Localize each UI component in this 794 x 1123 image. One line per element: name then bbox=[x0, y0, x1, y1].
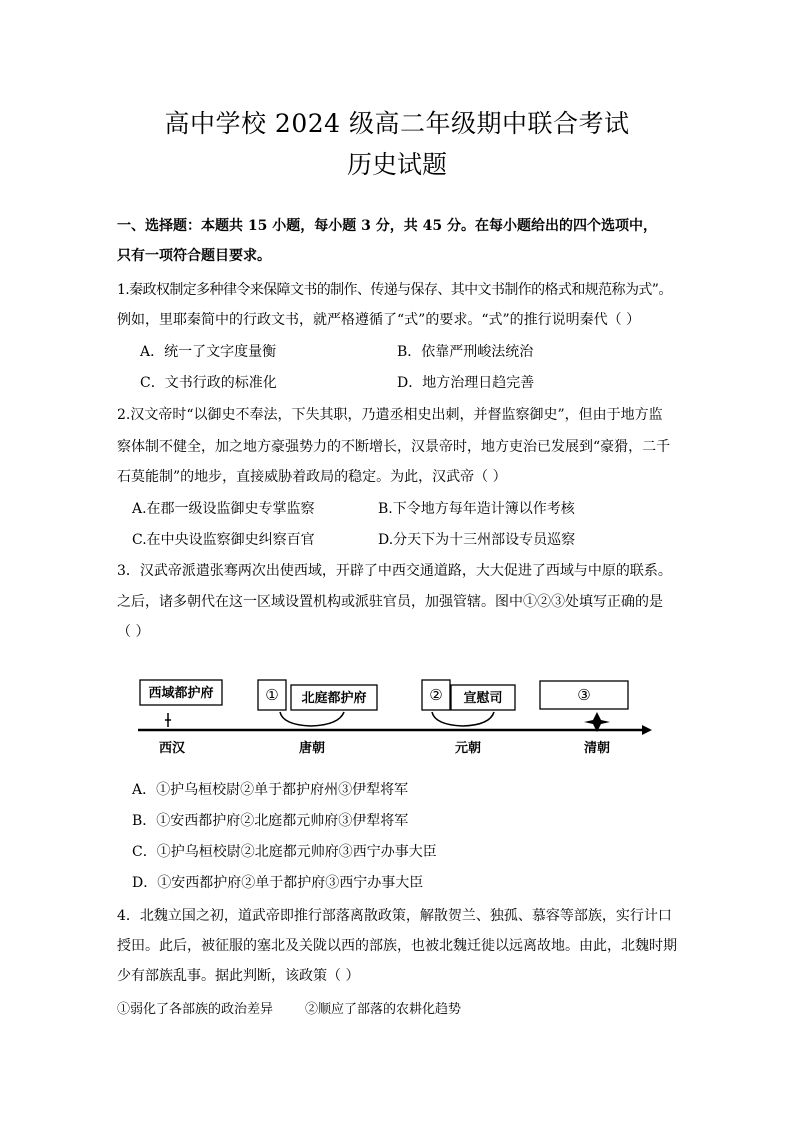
era-yuan: 元朝 bbox=[454, 741, 482, 756]
q3-stem-line3: （ ） bbox=[117, 624, 150, 640]
q1-option-c: C．文书行政的标准化 bbox=[140, 375, 277, 391]
bracket-yuan bbox=[432, 712, 494, 726]
label-beiting-duhufu: 北庭都护府 bbox=[301, 691, 367, 706]
era-xihan: 西汉 bbox=[158, 741, 186, 756]
q2-stem-line1: 2.汉文帝时“以御史不奉法，下失其职，乃遣丞相史出刺，并督监察御史”，但由于地方监 bbox=[117, 407, 663, 423]
q2-stem-line2: 察体制不健全，加之地方豪强势力的不断增长，汉景帝时，地方吏治已发展到“豪猾，二千 bbox=[117, 439, 671, 455]
exam-title: 高中学校 2024 级高二年级期中联合考试 bbox=[164, 109, 630, 138]
era-tang: 唐朝 bbox=[298, 741, 326, 756]
q3-timeline-diagram bbox=[130, 665, 660, 760]
q3-option-a: A．①护乌桓校尉②单于都护府州③伊犁将军 bbox=[132, 782, 409, 798]
marker-1: ① bbox=[265, 686, 279, 704]
q1-option-a: A．统一了文字度量衡 bbox=[140, 344, 277, 360]
q4-item-1: ①弱化了各部族的政治差异 bbox=[117, 1002, 274, 1017]
section-heading-line1: 一、选择题：本题共 15 小题，每小题 3 分，共 45 分。在每小题给出的四个选项中， bbox=[117, 218, 657, 234]
bracket-tang bbox=[280, 712, 344, 726]
label-xiyu-duhufu: 西域都护府 bbox=[148, 686, 214, 701]
label-xuanweisi: 宣慰司 bbox=[463, 691, 503, 706]
q2-option-d: D.分天下为十三州部设专员巡察 bbox=[378, 532, 576, 548]
timeline-arrow-icon bbox=[642, 725, 652, 735]
q3-stem-line1: 3．汉武帝派遣张骞两次出使西域，开辟了中西交通道路，大大促进了西域与中原的联系。 bbox=[117, 563, 672, 579]
q4-item-2: ②顺应了部落的农耕化趋势 bbox=[305, 1002, 462, 1017]
q2-stem-line3: 石莫能制”的地步，直接威胁着政局的稳定。为此，汉武帝（ ） bbox=[117, 469, 507, 485]
exam-subject-title: 历史试题 bbox=[346, 150, 447, 179]
q2-option-b: B.下令地方每年造计簿以作考核 bbox=[378, 501, 575, 517]
q1-stem-line2: 例如，里耶秦简中的行政文书，就严格遵循了“式”的要求。“式”的推行说明秦代（ ） bbox=[117, 312, 641, 328]
q1-stem-line1: 1.秦政权制定多种律令来保障文书的制作、传递与保存、其中文书制作的格式和规范称为式”。 bbox=[117, 282, 672, 298]
q4-stem-line2: 授田。此后，被征服的塞北及关陇以西的部族，也被北魏迁徙以远离故地。由此，北魏时期 bbox=[117, 938, 677, 954]
q3-option-b: B．①安西都护府②北庭都元帅府③伊犁将军 bbox=[132, 813, 409, 829]
q1-option-b: B．依靠严刑峻法统治 bbox=[397, 344, 534, 360]
q3-stem-line2: 之后，诸多朝代在这一区域设置机构或派驻官员，加强管辖。图中①②③处填写正确的是 bbox=[117, 594, 663, 610]
section-heading-line2: 只有一项符合题目要求。 bbox=[117, 248, 271, 264]
q4-stem-line3: 少有部族乱事。据此判断，该政策（ ） bbox=[117, 968, 360, 984]
q3-option-c: C．①护乌桓校尉②北庭都元帅府③西宁办事大臣 bbox=[132, 844, 437, 860]
q2-option-a: A.在郡一级设监御史专掌监察 bbox=[132, 501, 315, 517]
era-qing: 清朝 bbox=[583, 741, 611, 756]
q1-option-d: D．地方治理日趋完善 bbox=[397, 375, 535, 391]
q3-option-d: D．①安西都护府②单于都护府③西宁办事大臣 bbox=[132, 875, 424, 891]
q2-option-c: C.在中央设监察御史纠察百官 bbox=[132, 532, 315, 548]
marker-3: ③ bbox=[577, 686, 591, 704]
q4-stem-line1: 4．北魏立国之初，道武帝即推行部落离散政策，解散贺兰、独孤、慕容等部族，实行计口 bbox=[117, 908, 672, 924]
marker-2: ② bbox=[429, 686, 443, 704]
